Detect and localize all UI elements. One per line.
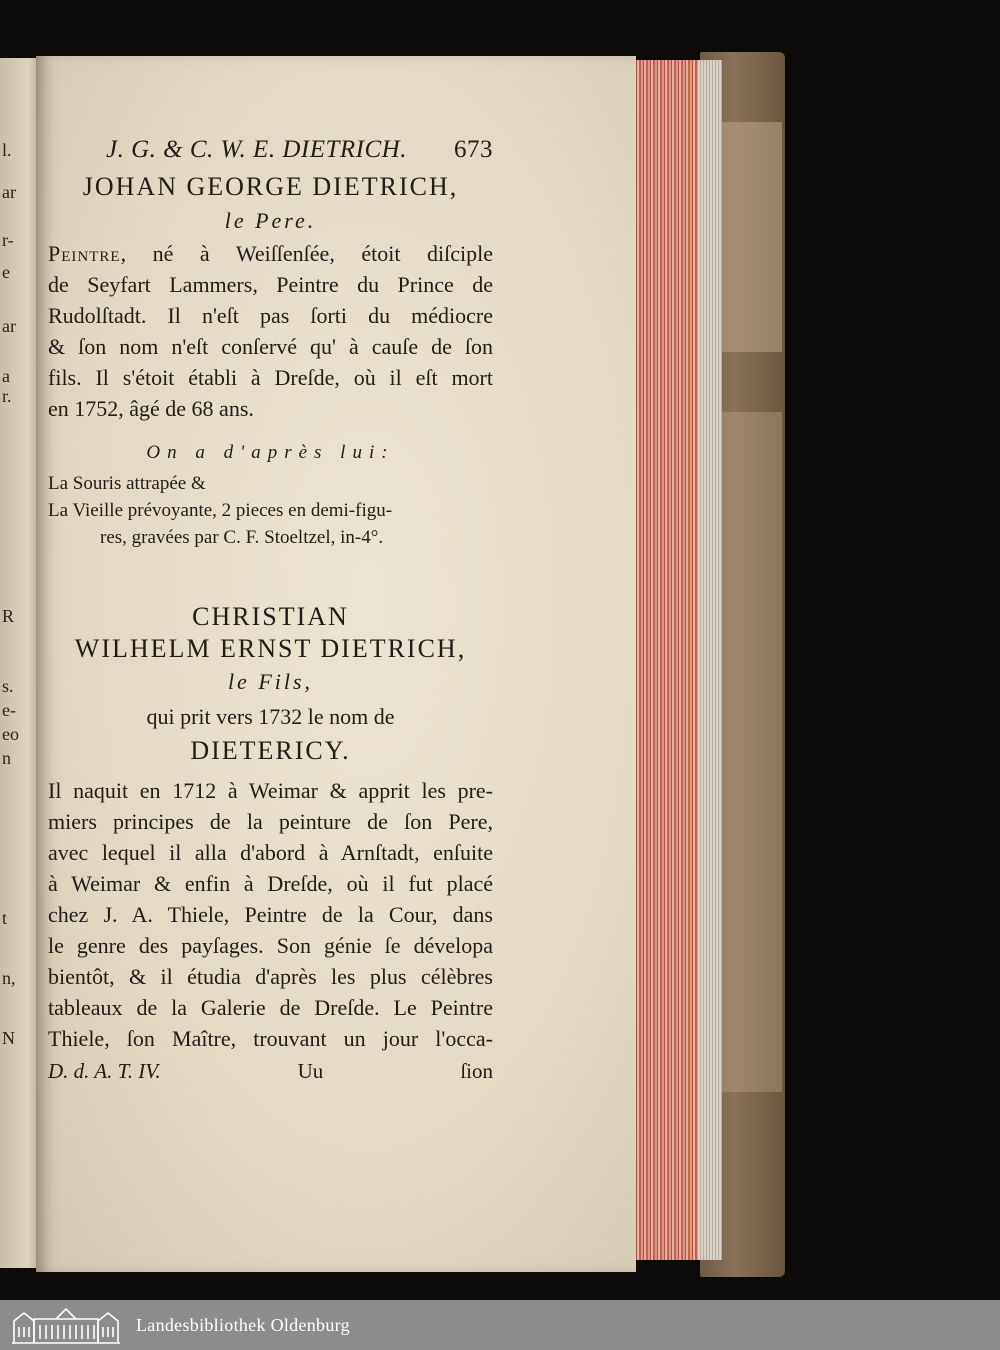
section2-alias: DIETERICY. bbox=[190, 736, 351, 765]
facing-page-fragment: l. bbox=[2, 140, 12, 160]
section2-title-line2: WILHELM ERNST DIETRICH, bbox=[74, 634, 467, 663]
facing-page-fragment: n, bbox=[2, 968, 16, 988]
running-head-title: J. G. & C. W. E. DIETRICH. bbox=[106, 136, 407, 163]
page-footer bbox=[48, 1056, 493, 1086]
body-line: fils. Il s'étoit établi à Dreſde, où il eſt mort bbox=[48, 365, 493, 390]
section2-body bbox=[48, 775, 493, 1054]
facing-page-fragment: n bbox=[2, 748, 11, 768]
facing-page-fragment: N bbox=[2, 1028, 15, 1048]
body-line-text: , né à Weiſſenſée, étoit diſciple bbox=[120, 241, 493, 266]
cover-wear-patch bbox=[722, 122, 782, 352]
body-line: le genre des payſages. Son génie ſe dévelopa bbox=[48, 933, 493, 958]
book-page bbox=[36, 56, 636, 1272]
library-bar bbox=[0, 1300, 1000, 1350]
cover-wear-patch bbox=[722, 412, 782, 1092]
body-line: miers principes de la peinture de ſon Pere, bbox=[48, 809, 493, 834]
body-line bbox=[48, 238, 493, 269]
facing-page-fragment: r- bbox=[2, 230, 14, 250]
works-item: La Souris attrapée & bbox=[48, 473, 206, 494]
catchword: ſion bbox=[460, 1059, 493, 1083]
section1-body bbox=[48, 238, 493, 424]
body-line: chez J. A. Thiele, Peintre de la Cour, dans bbox=[48, 902, 493, 927]
facing-page-fragment: ar bbox=[2, 316, 16, 336]
facing-page-fragment: r. bbox=[2, 386, 12, 406]
body-line: Thiele, ſon Maître, trouvant un jour l'occa- bbox=[48, 1026, 493, 1051]
body-lead-word: Peintre bbox=[48, 241, 121, 266]
running-head bbox=[48, 136, 493, 170]
facing-page-fragment: t bbox=[2, 908, 8, 928]
section1-subtitle: le Pere. bbox=[224, 208, 317, 233]
works-item: La Vieille prévoyante, 2 pieces en demi-figu- bbox=[48, 500, 393, 521]
facing-page-text bbox=[0, 58, 40, 1268]
body-line: Il naquit en 1712 à Weimar & apprit les pre- bbox=[48, 778, 493, 803]
body-line: bientôt, & il étudia d'après les plus célèbres bbox=[48, 964, 493, 989]
facing-page-fragment: R bbox=[2, 606, 15, 626]
section2-alias-intro: qui prit vers 1732 le nom de bbox=[146, 704, 395, 729]
body-line: à Weimar & enfin à Dreſde, où il fut placé bbox=[48, 871, 493, 896]
facing-page-fragment: s. bbox=[2, 676, 14, 696]
section2-title-line1: CHRISTIAN bbox=[192, 602, 349, 631]
works-heading: On a d'après lui: bbox=[146, 442, 395, 463]
page-number: 673 bbox=[454, 136, 493, 163]
body-line: tableaux de la Galerie de Dreſde. Le Peintre bbox=[48, 995, 493, 1020]
library-name: Landesbibliothek Oldenburg bbox=[136, 1314, 350, 1335]
gathering-mark: Uu bbox=[297, 1059, 324, 1083]
works-item: res, gravées par C. F. Stoeltzel, in-4°. bbox=[100, 527, 384, 548]
works-list bbox=[48, 470, 493, 551]
body-line: en 1752, âgé de 68 ans. bbox=[48, 396, 254, 421]
facing-page-fragment: eo bbox=[2, 724, 19, 744]
body-line: avec lequel il alla d'abord à Arnſtadt, enſuite bbox=[48, 840, 493, 865]
facing-page-fragment: e- bbox=[2, 700, 16, 720]
body-line: de Seyfart Lammers, Peintre du Prince de bbox=[48, 272, 493, 297]
section1-title: JOHAN GEORGE DIETRICH, bbox=[82, 172, 459, 201]
facing-page-fragment: a bbox=[2, 366, 10, 386]
body-line: Rudolſtadt. Il n'eſt pas ſorti du médiocre bbox=[48, 303, 493, 328]
page-edges bbox=[632, 60, 722, 1260]
text-block bbox=[48, 136, 493, 1086]
signature-mark: D. d. A. T. IV. bbox=[48, 1059, 161, 1083]
page-edges-pale bbox=[698, 60, 722, 1260]
facing-page-sliver bbox=[0, 58, 40, 1268]
facing-page-fragment: e bbox=[2, 262, 10, 282]
library-building-logo-icon bbox=[10, 1305, 122, 1345]
facing-page-fragment: ar bbox=[2, 182, 16, 202]
body-line: & ſon nom n'eſt conſervé qu' à cauſe de ſon bbox=[48, 334, 493, 359]
section2-subtitle: le Fils, bbox=[227, 669, 314, 694]
section-gap bbox=[48, 551, 493, 601]
